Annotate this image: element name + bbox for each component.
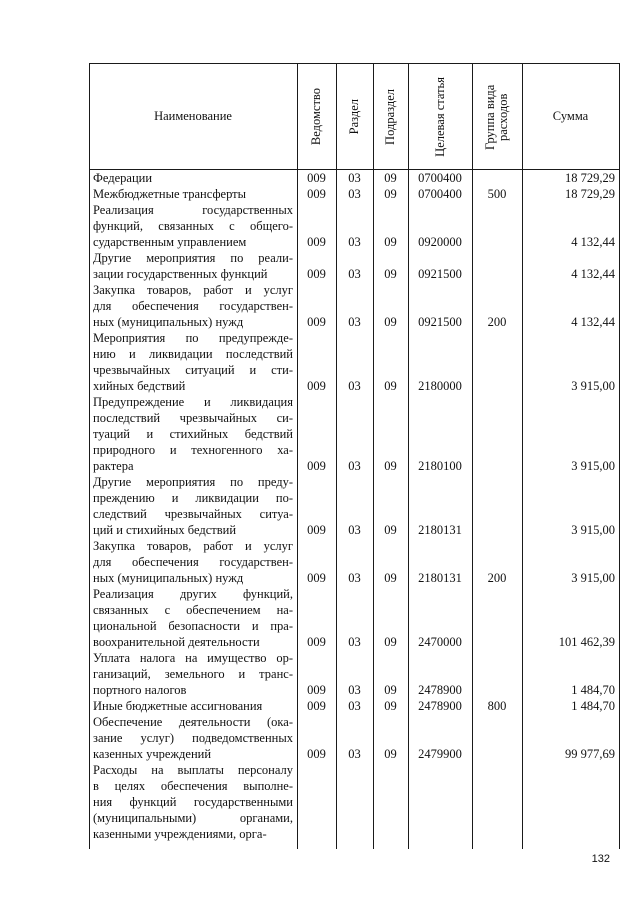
cell-cs: 0920000: [418, 235, 462, 249]
cell-podrazdel: 09: [384, 171, 397, 185]
cell-podrazdel: 09: [384, 315, 397, 329]
row-name-line: сударственным управлением: [93, 235, 247, 249]
row-name-line: (муниципальными) органами,: [93, 811, 293, 825]
row-name: [93, 474, 293, 538]
cell-cs: 2478900: [418, 699, 462, 713]
row-name: [93, 714, 293, 762]
cell-cs: 2479900: [418, 747, 462, 761]
row-name: [93, 330, 293, 394]
cell-sum: 4 132,44: [571, 315, 615, 329]
row-name-line: портного налогов: [93, 683, 187, 697]
cell-cs: 0921500: [418, 267, 462, 281]
cell-ved: 009: [307, 523, 326, 537]
cell-podrazdel: 09: [384, 699, 397, 713]
row-name-line: Другие мероприятия по реали-: [93, 251, 293, 265]
cell-ved: 009: [307, 315, 326, 329]
row-name-line: Закупка товаров, работ и услуг: [93, 539, 293, 553]
cell-sum: 1 484,70: [571, 683, 615, 697]
row-name-line: Закупка товаров, работ и услуг: [93, 283, 293, 297]
cell-podrazdel: 09: [384, 235, 397, 249]
cell-ved: 009: [307, 187, 326, 201]
row-name-line: ных (муниципальных) нужд: [93, 315, 244, 329]
cell-sum: 1 484,70: [571, 699, 615, 713]
row-name-line: рактера: [93, 459, 134, 473]
row-name-line: функций, связанных с общего-: [93, 219, 293, 233]
cell-podrazdel: 09: [384, 267, 397, 281]
row-name: [93, 170, 293, 186]
cell-ved: 009: [307, 747, 326, 761]
cell-razdel: 03: [348, 315, 361, 329]
cell-cs: 0700400: [418, 187, 462, 201]
row-name: [93, 394, 293, 474]
cell-ved: 009: [307, 235, 326, 249]
row-name: [93, 586, 293, 650]
row-name-line: казенных учреждений: [93, 747, 212, 761]
row-name: [93, 650, 293, 698]
row-name-line: Другие мероприятия по преду-: [93, 475, 293, 489]
cell-gvr: 200: [487, 571, 507, 585]
cell-sum: 4 132,44: [571, 267, 615, 281]
row-name-line: Реализация других функций,: [93, 587, 293, 601]
cell-cs: 0921500: [418, 315, 462, 329]
cell-sum: 3 915,00: [571, 379, 615, 393]
row-name-line: воохранительной деятельности: [93, 635, 260, 649]
cell-ved: 009: [307, 635, 326, 649]
cell-cs: 2478900: [418, 683, 462, 697]
cell-sum: 101 462,39: [558, 635, 615, 649]
row-name-line: Межбюджетные трансферты: [93, 187, 247, 201]
row-name-line: нию и ликвидации последствий: [93, 347, 293, 361]
cell-ved: 009: [307, 171, 326, 185]
cell-razdel: 03: [348, 235, 361, 249]
header-amount-label: Сумма: [552, 109, 589, 123]
cell-razdel: 03: [348, 523, 361, 537]
cell-cs: 2180131: [418, 523, 462, 537]
header-name-label: Наименование: [154, 109, 232, 123]
row-name-line: казенными учреждениями, орга-: [93, 827, 267, 841]
row-name-line: Уплата налога на имущество ор-: [93, 651, 293, 665]
cell-podrazdel: 09: [384, 523, 397, 537]
cell-razdel: 03: [348, 747, 361, 761]
cell-sum: 18 729,29: [565, 171, 615, 185]
row-name-line: Обеспечение деятельности (ока-: [93, 715, 293, 729]
header-department-label: Ведомство: [309, 87, 323, 146]
row-name-line: ния функций государственными: [93, 795, 293, 809]
cell-podrazdel: 09: [384, 187, 397, 201]
cell-cs: 2180131: [418, 571, 462, 585]
cell-podrazdel: 09: [384, 379, 397, 393]
header-expense-group: [472, 64, 522, 169]
cell-podrazdel: 09: [384, 635, 397, 649]
row-name-line: последствий чрезвычайных си-: [93, 411, 293, 425]
row-name-line: следствий чрезвычайных ситуа-: [93, 507, 293, 521]
cell-cs: 2180100: [418, 459, 462, 473]
header-amount: [522, 64, 619, 169]
cell-cs: 2470000: [418, 635, 462, 649]
row-name: [93, 698, 293, 714]
cell-razdel: 03: [348, 635, 361, 649]
cell-sum: 3 915,00: [571, 459, 615, 473]
cell-cs: 2180000: [418, 379, 462, 393]
row-name: [93, 282, 293, 330]
header-department: [297, 64, 336, 169]
cell-gvr: 500: [487, 187, 507, 201]
cell-podrazdel: 09: [384, 683, 397, 697]
row-name-line: циональной безопасности и пра-: [93, 619, 293, 633]
row-name-line: для обеспечения государствен-: [93, 299, 293, 313]
row-name-line: ных (муниципальных) нужд: [93, 571, 244, 585]
page-number: 132: [591, 853, 610, 865]
cell-ved: 009: [307, 571, 326, 585]
table-column-line: [619, 63, 620, 849]
cell-razdel: 03: [348, 459, 361, 473]
cell-ved: 009: [307, 683, 326, 697]
table-column-line: [89, 63, 90, 849]
cell-gvr: 200: [487, 315, 507, 329]
row-name: [93, 250, 293, 282]
cell-sum: 4 132,44: [571, 235, 615, 249]
row-name-line: Иные бюджетные ассигнования: [93, 699, 263, 713]
row-name-line: Предупреждение и ликвидация: [93, 395, 293, 409]
cell-razdel: 03: [348, 571, 361, 585]
cell-ved: 009: [307, 267, 326, 281]
row-name-line: Федерации: [93, 171, 153, 185]
cell-ved: 009: [307, 379, 326, 393]
row-name-line: Реализация государственных: [93, 203, 293, 217]
cell-sum: 3 915,00: [571, 523, 615, 537]
cell-podrazdel: 09: [384, 459, 397, 473]
row-name-line: природного и техногенного ха-: [93, 443, 293, 457]
cell-cs: 0700400: [418, 171, 462, 185]
cell-gvr: 800: [487, 699, 507, 713]
cell-razdel: 03: [348, 187, 361, 201]
row-name: [93, 202, 293, 250]
row-name-line: Расходы на выплаты персоналу: [93, 763, 293, 777]
header-target-article-label: Целевая статья: [432, 76, 447, 157]
row-name-line: для обеспечения государствен-: [93, 555, 293, 569]
cell-razdel: 03: [348, 267, 361, 281]
header-expense-group-label: Группа вида расходов: [483, 83, 510, 150]
cell-sum: 18 729,29: [565, 187, 615, 201]
row-name: [93, 186, 293, 202]
cell-ved: 009: [307, 699, 326, 713]
cell-razdel: 03: [348, 683, 361, 697]
row-name-line: чрезвычайных ситуаций и сти-: [93, 363, 293, 377]
row-name: [93, 538, 293, 586]
header-target-article: [408, 64, 472, 169]
cell-razdel: 03: [348, 171, 361, 185]
row-name-line: связанных с обеспечением на-: [93, 603, 293, 617]
header-name: [89, 64, 297, 169]
cell-razdel: 03: [348, 699, 361, 713]
header-section: [336, 64, 373, 169]
table-column-line: [472, 63, 473, 849]
row-name: [93, 762, 293, 842]
header-subsection-label: Подраздел: [383, 88, 397, 145]
cell-podrazdel: 09: [384, 747, 397, 761]
header-subsection: [373, 64, 408, 169]
row-name-line: ганизаций, земельного и транс-: [93, 667, 293, 681]
cell-sum: 3 915,00: [571, 571, 615, 585]
row-name-line: зание услуг) подведомственных: [93, 731, 293, 745]
cell-razdel: 03: [348, 379, 361, 393]
row-name-line: ций и стихийных бедствий: [93, 523, 237, 537]
cell-sum: 99 977,69: [565, 747, 615, 761]
row-name-line: туаций и стихийных бедствий: [93, 427, 293, 441]
row-name-line: преждению и ликвидации по-: [93, 491, 293, 505]
row-name-line: в целях обеспечения выполне-: [93, 779, 293, 793]
header-section-label: Раздел: [347, 98, 361, 135]
row-name-line: зации государственных функций: [93, 267, 268, 281]
row-name-line: хийных бедствий: [93, 379, 186, 393]
row-name-line: Мероприятия по предупрежде-: [93, 331, 293, 345]
cell-ved: 009: [307, 459, 326, 473]
cell-podrazdel: 09: [384, 571, 397, 585]
